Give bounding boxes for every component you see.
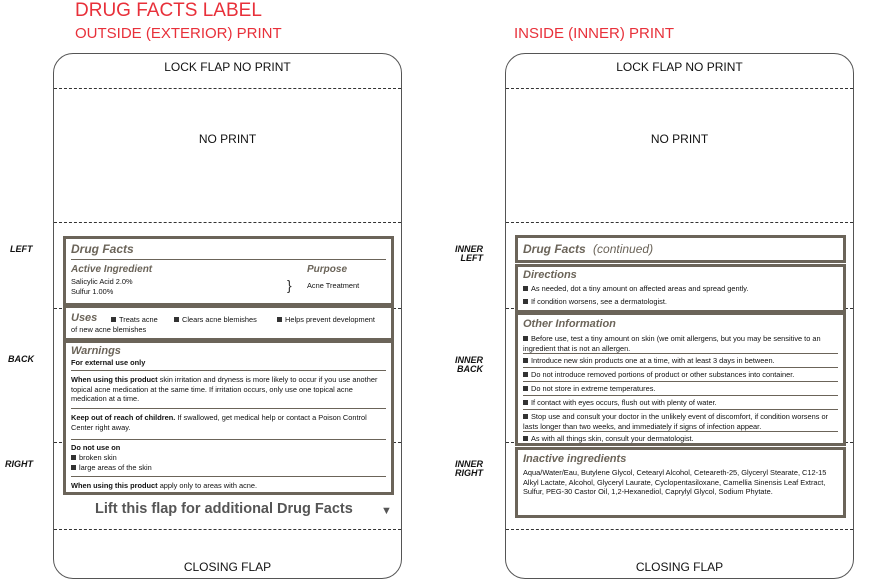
use-3: Helps prevent development xyxy=(277,315,375,325)
other-info-1: Before use, test a tiny amount on skin (we omit allergens, but you may be sensitive to an ingredient that is not an allergen. xyxy=(523,334,821,353)
divider xyxy=(523,367,838,368)
other-info-3: Do not introduce removed portions of product or other substances into container. xyxy=(523,370,794,380)
fold-line xyxy=(54,529,401,530)
fold-line xyxy=(506,88,853,89)
divider xyxy=(523,395,838,396)
lock-flap-label: LOCK FLAP NO PRINT xyxy=(616,60,743,74)
other-info-5: If contact with eyes occurs, flush out with plenty of water. xyxy=(523,398,717,408)
use-continued: of new acne blemishes xyxy=(71,325,147,334)
uses-heading: Uses xyxy=(71,312,98,324)
section-bar xyxy=(518,310,843,315)
other-info-2: Introduce new skin products one at a time, with at least 3 days in between. xyxy=(523,356,775,366)
lock-flap-label: LOCK FLAP NO PRINT xyxy=(164,60,291,74)
section-bar xyxy=(66,303,391,308)
use-2: Clears acne blemishes xyxy=(174,315,257,325)
other-info-4: Do not store in extreme temperatures. xyxy=(523,384,655,394)
divider xyxy=(71,439,386,440)
outside-print-title: OUTSIDE (EXTERIOR) PRINT xyxy=(75,25,282,42)
do-not-use-2: large areas of the skin xyxy=(71,463,152,473)
lift-flap-text: Lift this flap for additional Drug Facts xyxy=(95,501,353,517)
side-label-back: BACK xyxy=(8,354,34,364)
inactive-ingredients-box xyxy=(515,447,846,518)
active-ingredient-2: Sulfur 1.00% xyxy=(71,287,114,296)
divider xyxy=(523,381,838,382)
divider xyxy=(71,476,386,477)
external-use: For external use only xyxy=(71,358,146,367)
divider xyxy=(71,370,386,371)
no-print-label: NO PRINT xyxy=(198,132,257,146)
when-using-warning: When using this product skin irritation and dryness is more likely to occur if you use another topical acne medication at the same time. If irritation occurs, only use one topical acne medication at a time. xyxy=(71,375,378,404)
fold-line xyxy=(54,88,401,89)
section-bar xyxy=(66,338,391,343)
side-label-left: LEFT xyxy=(10,244,33,254)
inactive-ingredients-list: Aqua/Water/Eau, Butylene Glycol, Cetearyl Alcohol, Ceteareth-25, Glyceryl Stearate, C12-15 Alkyl Lactate, Alcohol, Glyceryl Laurate, Cyclopentasiloxane, Camellia Sinensis Leaf Extract, Sulfur, PEG-30 Castor Oil, 1,2-Hexanediol, Caprylyl Glycol, Sodium Phytate. xyxy=(523,468,827,497)
divider xyxy=(71,408,386,409)
purpose-value: Acne Treatment xyxy=(307,281,360,290)
drug-facts-continued-box xyxy=(515,235,846,263)
direction-1: As needed, dot a tiny amount on affected areas and spread gently. xyxy=(523,284,749,294)
inside-print-title: INSIDE (INNER) PRINT xyxy=(514,25,675,42)
brace: } xyxy=(287,277,292,293)
direction-2: If condition worsens, see a dermatologist. xyxy=(523,297,667,307)
other-info-heading: Other Information xyxy=(523,318,616,330)
fold-line xyxy=(54,222,401,223)
other-info-6: Stop use and consult your doctor in the unlikely event of discomfort, if condition worsens or lasts longer than two weeks, and immediately if signs of infection appear. xyxy=(523,412,829,431)
arrow-down-icon: ▼ xyxy=(381,505,392,517)
page-title: DRUG FACTS LABEL xyxy=(75,0,262,21)
do-not-use-heading: Do not use on xyxy=(71,443,121,452)
divider xyxy=(523,353,838,354)
active-ingredient-heading: Active Ingredient xyxy=(71,264,153,275)
divider xyxy=(523,431,838,432)
side-label-inner-back: INNER BACK xyxy=(454,355,483,374)
closing-flap-label: CLOSING FLAP xyxy=(635,560,724,574)
directions-heading: Directions xyxy=(523,269,577,281)
inactive-heading: Inactive ingredients xyxy=(523,453,627,465)
other-info-7: As with all things skin, consult your dermatologist. xyxy=(523,434,694,444)
divider xyxy=(71,259,386,260)
warnings-heading: Warnings xyxy=(71,345,121,357)
side-label-right: RIGHT xyxy=(5,459,33,469)
side-label-inner-left: INNER LEFT xyxy=(454,244,483,263)
active-ingredient-1: Salicylic Acid 2.0% xyxy=(71,277,133,286)
directions-box xyxy=(515,264,846,446)
side-label-inner-right: INNER RIGHT xyxy=(454,459,483,478)
fold-line xyxy=(506,529,853,530)
do-not-use-1: broken skin xyxy=(71,453,117,463)
divider xyxy=(523,409,838,410)
purpose-heading: Purpose xyxy=(307,264,348,275)
when-using-apply: When using this product apply only to areas with acne. xyxy=(71,481,258,490)
drug-facts-title: Drug Facts xyxy=(71,242,134,256)
drug-facts-box xyxy=(63,236,394,495)
no-print-label: NO PRINT xyxy=(650,132,709,146)
drug-facts-continued-title: Drug Facts (continued) xyxy=(523,242,654,256)
closing-flap-label: CLOSING FLAP xyxy=(183,560,272,574)
keep-out-warning: Keep out of reach of children. If swallowed, get medical help or contact a Poison Control Center right away. xyxy=(71,413,367,432)
use-1: Treats acne xyxy=(111,315,158,325)
fold-line xyxy=(506,222,853,223)
